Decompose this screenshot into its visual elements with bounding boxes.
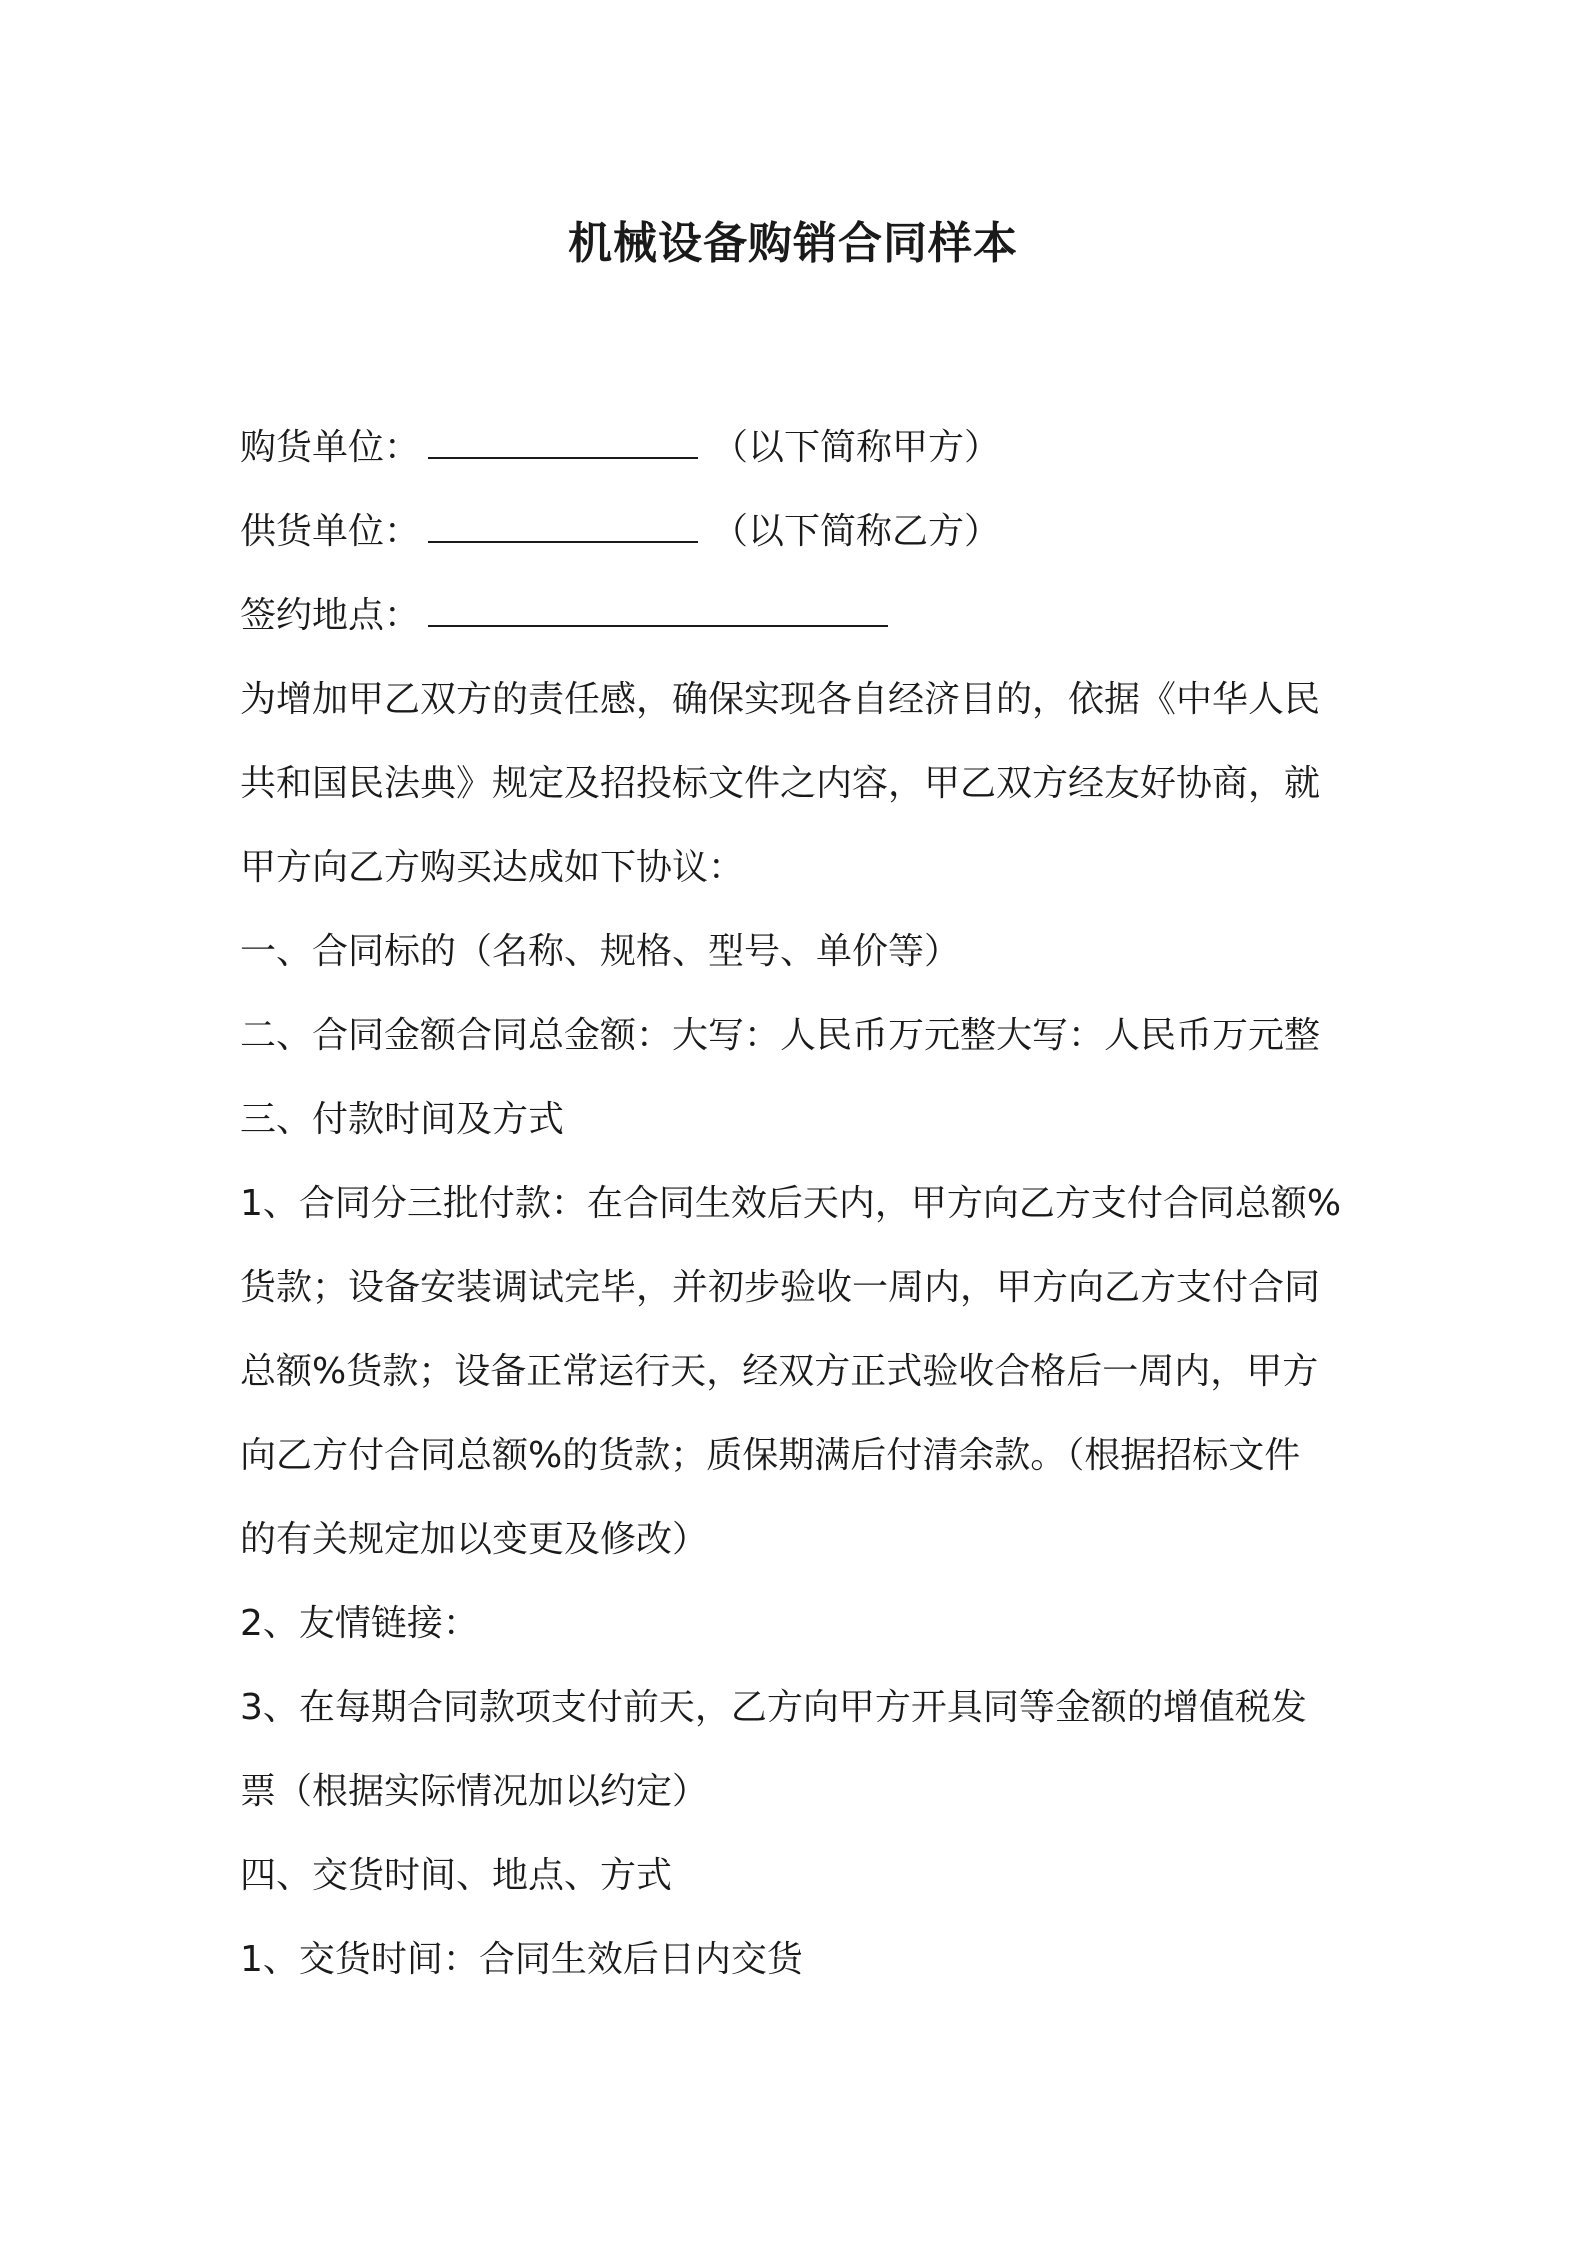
paragraph-line: 2、友情链接：: [240, 1603, 479, 1644]
document-title: 机械设备购销合同样本: [568, 218, 1018, 269]
paragraph-line: 总额%货款；设备正常运行天，经双方正式验收合格后一周内，甲方: [240, 1351, 1319, 1392]
paragraph: [240, 1834, 1360, 1918]
field-location-blank: [428, 591, 888, 627]
field-supplier-blank: [428, 507, 698, 543]
paragraph-line: 甲方向乙方购买达成如下协议：: [240, 847, 745, 888]
paragraph-line: 货款；设备安装调试完毕，并初步验收一周内，甲方向乙方支付合同: [240, 1267, 1321, 1308]
field-supplier-suffix: （以下简称乙方）: [712, 511, 1001, 552]
field-location-label: 签约地点：: [240, 595, 421, 636]
paragraph-line: 一、合同标的（名称、规格、型号、单价等）: [240, 931, 961, 972]
paragraph-line: 向乙方付合同总额%的货款；质保期满后付清余款。（根据招标文件: [240, 1435, 1301, 1476]
paragraph: [240, 1162, 1360, 1582]
paragraph-line: 3、在每期合同款项支付前天，乙方向甲方开具同等金额的增值税发: [240, 1687, 1307, 1728]
paragraph-line: 三、付款时间及方式: [240, 1099, 565, 1140]
paragraph: [240, 1582, 1360, 1666]
field-supplier: [240, 490, 1360, 574]
field-location: [240, 574, 1360, 658]
paragraph: [240, 994, 1360, 1078]
field-buyer-suffix: （以下简称甲方）: [712, 427, 1001, 468]
document-body: [240, 406, 1360, 2002]
paragraph-line: 二、合同金额合同总金额：大写：人民币万元整大写：人民币万元整: [240, 1015, 1321, 1056]
paragraph: [240, 910, 1360, 994]
paragraph-line: 1、交货时间：合同生效后日内交货: [240, 1939, 803, 1980]
paragraph-line: 共和国民法典》规定及招投标文件之内容，甲乙双方经友好协商，就: [240, 763, 1321, 804]
paragraph-line: 1、合同分三批付款：在合同生效后天内，甲方向乙方支付合同总额%: [240, 1183, 1342, 1224]
paragraph: [240, 658, 1360, 910]
field-buyer-blank: [428, 423, 698, 459]
paragraph: [240, 1666, 1360, 1834]
field-buyer: [240, 406, 1360, 490]
contract-paragraphs: [240, 658, 1360, 2002]
paragraph-line: 为增加甲乙双方的责任感，确保实现各自经济目的，依据《中华人民: [240, 679, 1321, 720]
paragraph: [240, 1078, 1360, 1162]
paragraph-line: 票（根据实际情况加以约定）: [240, 1771, 709, 1812]
field-buyer-label: 购货单位：: [240, 427, 421, 468]
field-supplier-label: 供货单位：: [240, 511, 421, 552]
paragraph: [240, 1918, 1360, 2002]
paragraph-line: 四、交货时间、地点、方式: [240, 1855, 673, 1896]
paragraph-line: 的有关规定加以变更及修改）: [240, 1519, 709, 1560]
